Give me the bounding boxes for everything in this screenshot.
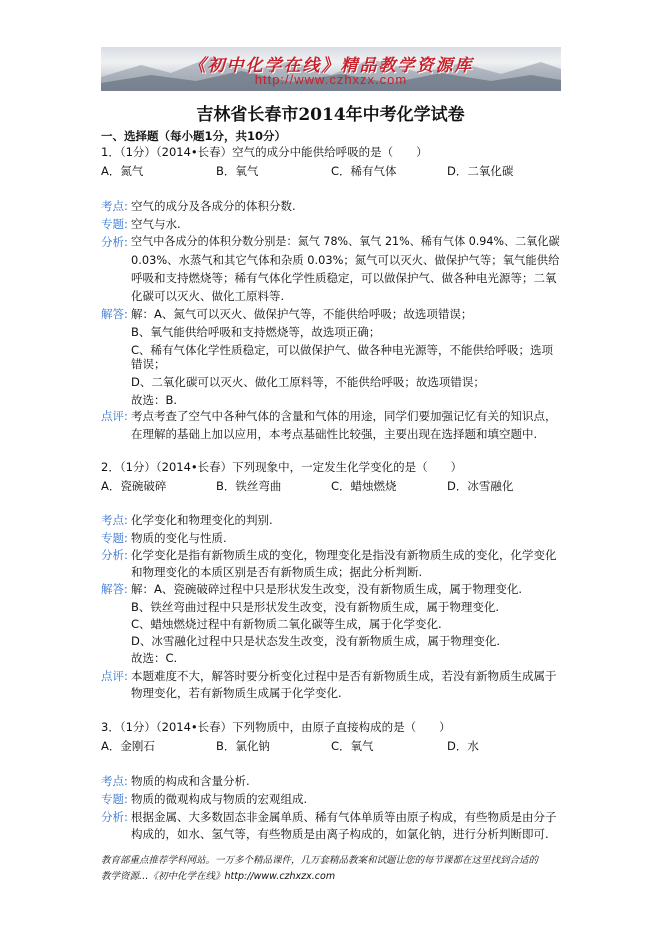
q2-dianping-line: 本题难度不大，解答时要分析变化过程中是否有新物质生成，若没有新物质生成属于 [131, 669, 557, 683]
q1-kaodian-label: 考点: [101, 199, 128, 213]
q1-option-a: A．氮气 [101, 164, 144, 178]
q2-jieda-line: 故选：C. [131, 651, 178, 665]
q2-jieda-line: C、蜡烛燃烧过程中有新物质二氧化碳等生成，属于化学变化. [131, 617, 442, 631]
q1-fenxi-label: 分析: [101, 235, 128, 249]
q2-kaodian-label: 考点: [101, 513, 128, 527]
header-banner [101, 47, 561, 91]
q1-zhuanti-label: 专题: [101, 217, 128, 231]
q2-fenxi-line: 和物理变化的本质区别是否有新物质生成；据此分析判断. [131, 565, 423, 579]
q3-zhuanti: 物质的微观构成与物质的宏观组成. [131, 792, 308, 806]
document-title: 吉林省长春市2014年中考化学试卷 [196, 105, 465, 125]
q2-option-a: A．瓷碗破碎 [101, 479, 167, 493]
q2-zhuanti: 物质的变化与性质. [131, 531, 227, 545]
q1-dianping-line: 在理解的基础上加以应用，本考点基础性比较强，主要出现在选择题和填空题中. [131, 427, 538, 441]
q1-jieda-label: 解答: [101, 307, 128, 321]
q2-option-d: D．冰雪融化 [447, 479, 514, 493]
banner-title: 《初中化学在线》精品教学资源库 [188, 56, 474, 76]
q1-fenxi-line: 空气中各成分的体积分数分别是：氮气 78%、氧气 21%、稀有气体 0.94%、二氧化碳 [131, 235, 560, 248]
q1-dianping-line: 考点考查了空气中各种气体的含量和气体的用途，同学们要加强记忆有关的知识点， [131, 409, 557, 423]
q1-dianping-label: 点评: [101, 409, 128, 423]
q1-fenxi-line: 0.03%、水蒸气和其它气体和杂质 0.03%；氮气可以灭火、做保护气等；氧气能供给 [131, 253, 560, 267]
q3-option-b: B．氯化钠 [216, 739, 270, 753]
q3-fenxi-line: 构成的，如水、氢气等，有些物质是由离子构成的，如氯化钠，进行分析判断即可. [131, 827, 549, 841]
q3-option-d: D．水 [447, 739, 479, 753]
q3-option-a: A．金刚石 [101, 739, 155, 753]
q2-option-b: B．铁丝弯曲 [216, 479, 282, 493]
q2-fenxi-line: 化学变化是指有新物质生成的变化，物理变化是指没有新物质生成的变化，化学变化 [131, 548, 557, 562]
q1-fenxi-line: 化碳可以灭火、做化工原料等. [131, 289, 285, 303]
q2-fenxi-label: 分析: [101, 548, 128, 562]
q2-stem: 2．（1分）（2014•长春）下列现象中，一定发生化学变化的是（ ） [101, 460, 463, 474]
q2-option-c: C．蜡烛燃烧 [331, 479, 397, 493]
q1-jieda-line: D、二氧化碳可以灭火、做化工原料等，不能供给呼吸；故选项错误； [131, 375, 485, 389]
q1-zhuanti: 空气与水. [131, 217, 181, 231]
q2-dianping-line: 物理变化，若有新物质生成属于化学变化. [131, 686, 342, 700]
q2-kaodian: 化学变化和物理变化的判别. [131, 513, 273, 527]
q1-jieda-line: 故选：B. [131, 393, 178, 407]
footer-line: 教学资源…《初中化学在线》http://www.czhxzx.com [101, 871, 336, 882]
q1-stem: 1．（1分）（2014•长春）空气的成分中能供给呼吸的是（ ） [101, 145, 428, 159]
section-heading: 一、选择题（每小题1分，共10分） [101, 129, 287, 143]
q2-jieda-line: D、冰雪融化过程中只是状态发生改变，没有新物质生成，属于物理变化. [131, 634, 501, 648]
q3-kaodian: 物质的构成和含量分析. [131, 774, 250, 788]
q3-fenxi-label: 分析: [101, 810, 128, 824]
q3-kaodian-label: 考点: [101, 774, 128, 788]
q1-option-c: C．稀有气体 [331, 164, 397, 178]
q2-zhuanti-label: 专题: [101, 531, 128, 545]
q3-fenxi-line: 根据金属、大多数固态非金属单质、稀有气体单质等由原子构成，有些物质是由分子 [131, 810, 557, 824]
q2-jieda-line: B、铁丝弯曲过程中只是形状发生改变，没有新物质生成，属于物理变化. [131, 600, 500, 614]
q2-jieda-label: 解答: [101, 582, 128, 596]
q1-kaodian: 空气的成分及各成分的体积分数. [131, 199, 296, 213]
q1-option-b: B．氧气 [216, 164, 259, 178]
q1-jieda-line: C、稀有气体化学性质稳定，可以做保护气、做各种电光源等，不能供给呼吸；选项 [131, 343, 554, 357]
q1-fenxi-line: 呼吸和支持燃烧等；稀有气体化学性质稳定，可以做保护气、做各种电光源等；二氧 [131, 271, 557, 285]
q2-jieda-line: 解：A、瓷碗破碎过程中只是形状发生改变，没有新物质生成，属于物理变化. [131, 582, 523, 596]
q3-stem: 3．（1分）（2014•长春）下列物质中，由原子直接构成的是（ ） [101, 720, 451, 734]
q1-jieda-line: 错误； [131, 357, 166, 371]
footer-line: 教育部重点推荐学科网站。一万多个精品课件，几万套精品教案和试题让您的每节课都在这里找到合适的 [101, 855, 539, 866]
q1-jieda-line: B、氧气能供给呼吸和支持燃烧等，故选项正确； [131, 325, 381, 339]
banner-url[interactable]: http://www.czhxzx.com [254, 72, 408, 87]
q1-option-d: D．二氧化碳 [447, 164, 514, 178]
q3-option-c: C．氧气 [331, 739, 374, 753]
q1-jieda-line: 解：A、氮气可以灭火、做保护气等，不能供给呼吸；故选项错误； [131, 307, 473, 321]
q2-dianping-label: 点评: [101, 669, 128, 683]
q3-zhuanti-label: 专题: [101, 792, 128, 806]
